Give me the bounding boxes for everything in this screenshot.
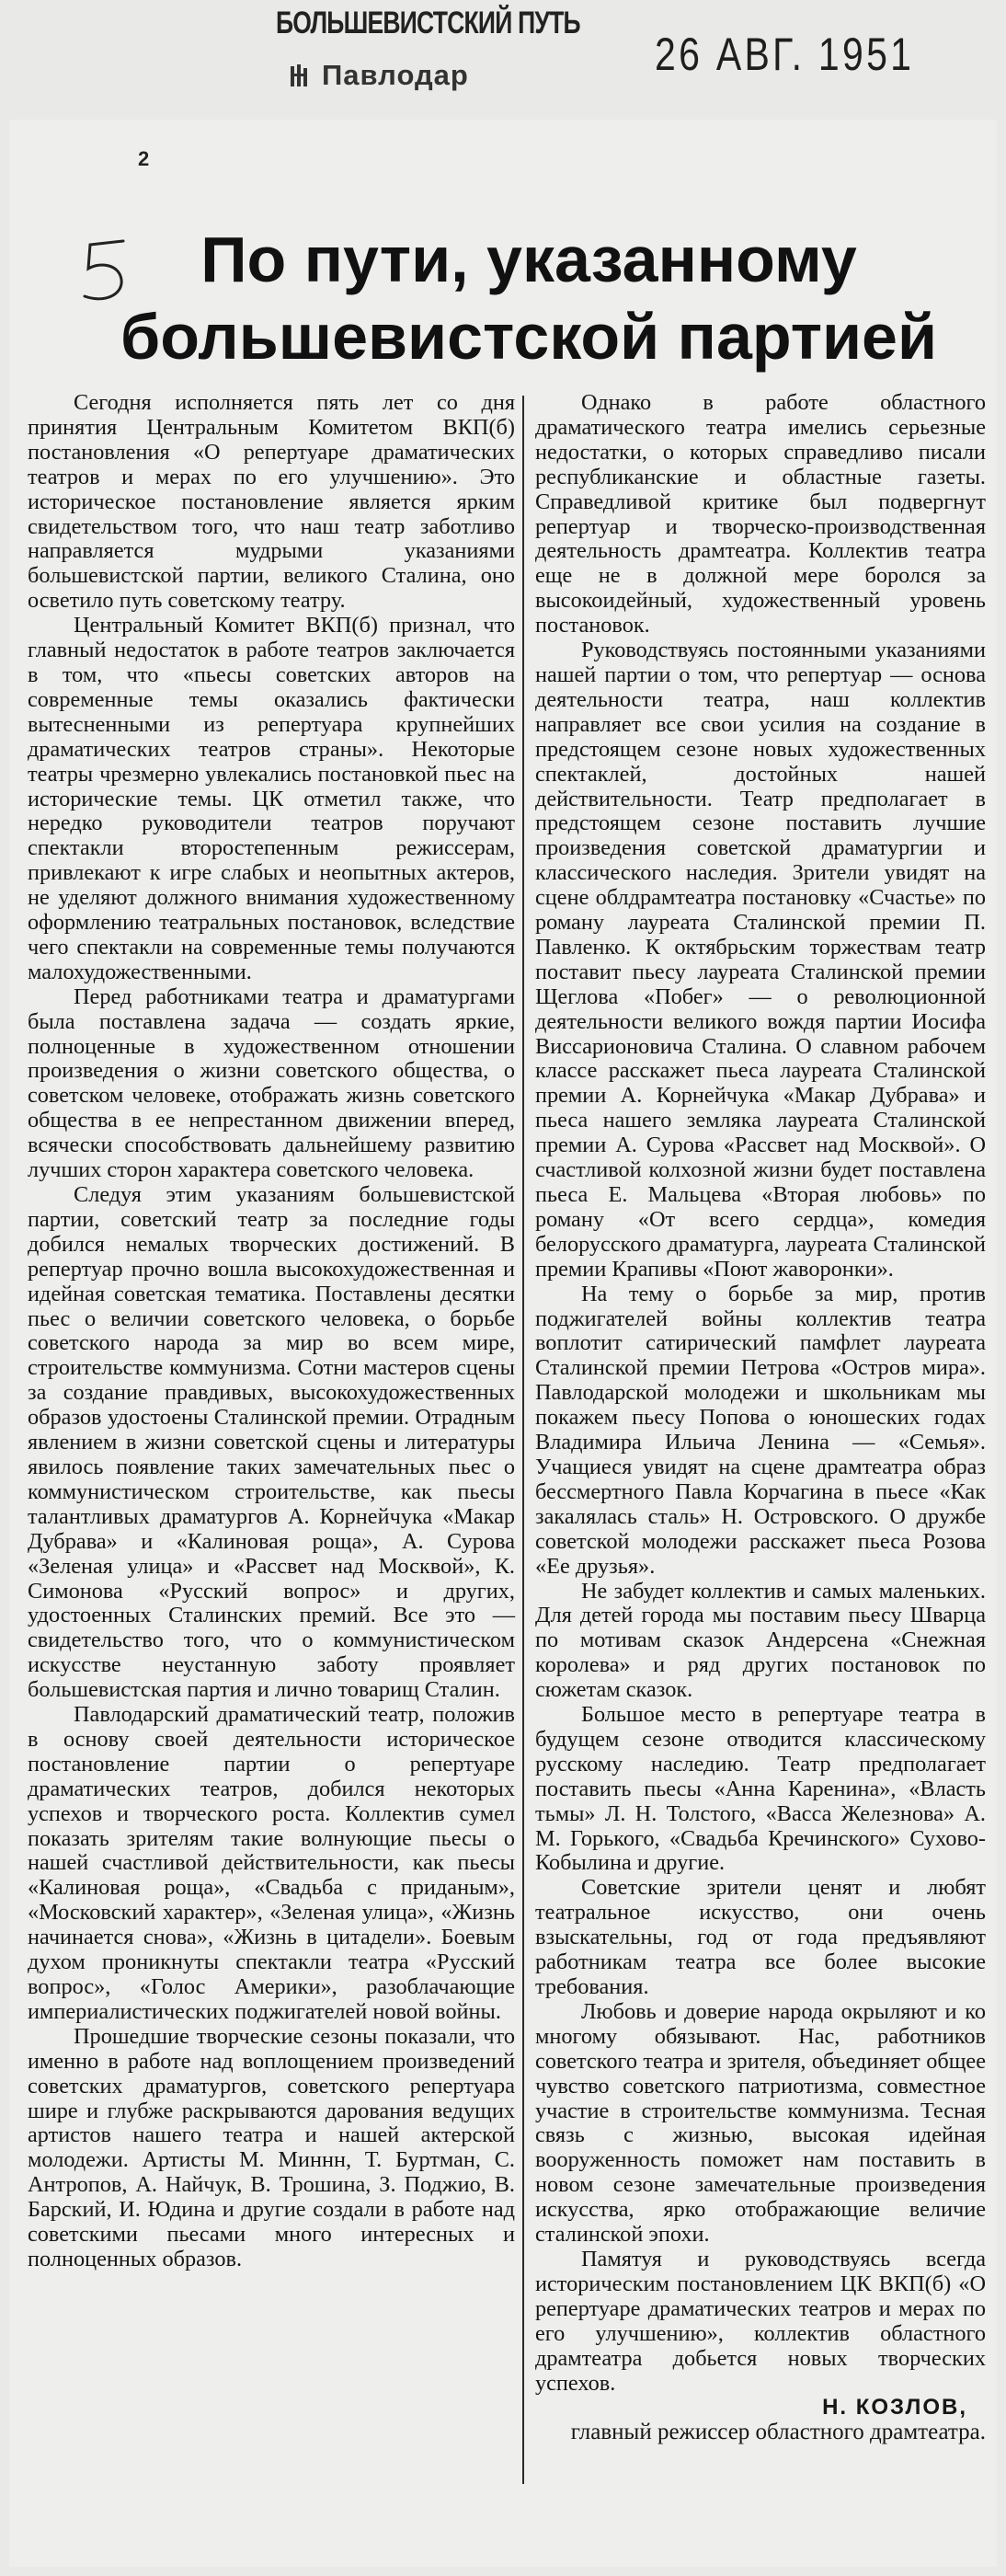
paragraph: Центральный Комитет ВКП(б) признал, что главный недостаток в работе театров заключается в том, что «пьесы советских авторов на современные темы оказались фактически вытесненными из репертуара крупнейших драматических театров страны». Некоторые театры чрезмерно увлекались постановкой пьес на исторические темы. ЦК отметил также, что нередко руководители театров поручают спектакли второстепенным режиссерам, привлекают к игре слабых и неопытных актеров, не уделяют должного внимания художественному оформлению театральных постановок, вследствие чего спектакли на современные темы получаются малохудожественными. xyxy=(28,613,515,984)
paragraph: Советские зрители ценят и любят театральное искусство, они очень взыскательны, год от года предъявляют работникам театра все более высокие требования. xyxy=(535,1875,986,1999)
headline-line-1: По пути, указанному xyxy=(200,224,857,295)
paragraph: Сегодня исполняется пять лет со дня принятия Центральным Комитетом ВКП(б) постановления «О репертуаре драматических театров и мерах по его улучшению». Это историческое постановление является ярким свидетельством того, что наш театр заботливо направляется мудрыми указаниями большевистской партии, великого Сталина, оно осветило путь советскому театру. xyxy=(28,390,515,614)
article-headline xyxy=(101,221,956,375)
paragraph: Руководствуясь постоянными указаниями нашей партии о том, что репертуар — основа деятельности театра, наш коллектив направляет все свои усилия на создание в предстоящем сезоне новых художественных спектаклей, достойных нашей действительности. Театр предполагает в предстоящем сезоне поставить лучшие произведения советской драматургии и классического наследия. Зрители увидят на сцене облдрамтеатра постановку «Счастье» по роману лауреата Сталинской премии П. Павленко. К октябрьским торжествам театр поставит пьесу лауреата Сталинской премии Щеглова «Побег» — о революционной деятельности великого вождя партии Иосифа Виссарионовича Сталина. О славном рабочем классе расскажет пьеса лауреата Сталинской премии А. Корнейчука «Макар Дубрава» и пьеса нашего земляка лауреата Сталинской премии А. Сурова «Рассвет над Москвой». О счастливой колхозной жизни будет поставлена пьеса Е. Мальцева «Вторая любовь» по роману «От всего сердца», комедия белорусского драматурга, лауреата Сталинской премии Крапивы «Поют жаворонки». xyxy=(535,638,986,1282)
paragraph: Не забудет коллектив и самых маленьких. Для детей города мы поставим пьесу Шварца по мотивам сказок Андерсена «Снежная королева» и ряд других постановок по сюжетам сказок. xyxy=(535,1578,986,1703)
author-name: Н. КОЗЛОВ, xyxy=(822,2395,967,2421)
order-emblem-icon xyxy=(289,63,309,88)
paragraph: Любовь и доверие народа окрыляют и ко многому обязывают. Нас, работников советского театра и зрителя, объединяет общее чувство советского патриотизма, совместное участие в строительстве коммунизма. Тесная связь с жизнью, высокая идейная вооруженность поможет нам поставить в новом сезоне замечательные произведения искусства, ярко отображающие величие сталинской эпохи. xyxy=(535,1998,986,2248)
paragraph: На тему о борьбе за мир, против поджигателей войны коллектив театра воплотит сатирический памфлет лауреата Сталинской премии Петрова «Остров мира». Павлодарской молодежи и школьникам мы покажем пьесу Попова о юношеских годах Владимира Ильича Ленина — «Семья». Учащиеся увидят на сцене драмтеатра образ бессмертного Павла Корчагина в пьесе «Как закалялась сталь» Н. Островского. О дружбе советской молодежи расскажет пьеса Розова «Ее друзья». xyxy=(535,1281,986,1579)
paragraph: Однако в работе областного драматического театра имелись серьезные недостатки, о которых справедливо писали республиканские и областные газеты. Справедливой критике был подвергнут репертуар и творческо-производственная деятельность драмтеатра. Коллектив театра еще не в должной мере боролся за высокоидейный, художественный уровень постановок. xyxy=(535,390,986,638)
newspaper-city: Павлодар xyxy=(322,59,469,91)
article-column-left xyxy=(28,391,515,2272)
headline-line-2: большевистской партией xyxy=(120,301,937,373)
article-column-right xyxy=(535,391,986,2445)
paragraph: Перед работниками театра и драматургами была поставлена задача — создать яркие, полноценные в художественном отношении произведения о жизни советского общества, о советском человеке, отображать жизнь советского общества в ее непрестанном движении вперед, всячески способствовать дальнейшему развитию лучших сторон характера советского человека. xyxy=(28,983,515,1183)
column-divider xyxy=(522,396,524,2484)
date-stamp: 26 АВГ. 1951 xyxy=(655,29,915,80)
paragraph: Памятуя и руководствуясь всегда историческим постановлением ЦК ВКП(б) «О репертуаре драматических театров и мерах по его улучшению», коллектив областного драмтеатра добьется новых творческих успехов. xyxy=(535,2246,986,2396)
paragraph: Большое место в репертуаре театра в будущем сезоне отводится классическому русскому наследию. Театр предполагает поставить пьесы «Анна Каренина», «Власть тьмы» Л. Н. Толстого, «Васса Железнова» А. М. Горького, «Свадьба Кречинского» Сухово-Кобылина и другие. xyxy=(535,1702,986,1876)
author-role: главный режиссер областного драмтеатра. xyxy=(570,2420,986,2445)
page-number: 2 xyxy=(138,147,150,170)
paragraph: Павлодарский драматический театр, положив в основу своей деятельности историческое постановление партии о репертуаре драматических театров, добился некоторых успехов и творческого роста. Коллектив сумел показать зрителям такие волнующие пьесы о нашей счастливой действительности, как пьесы «Калиновая роща», «Свадьба с приданым», «Московский характер», «Зеленая улица», «Жизнь начинается снова», «Жизнь в цитадели». Боевым духом проникнуты спектакли театра «Русский вопрос», «Голос Америки», разоблачающие империалистических поджигателей новой войны. xyxy=(28,1702,515,2024)
paragraph: Прошедшие творческие сезоны показали, что именно в работе над воплощением произведений советских драматургов, советского репертуара шире и глубже раскрываются дарования ведущих артистов нашего театра и нашей актерской молодежи. Артисты М. Миннн, Т. Буртман, С. Антропов, А. Найчук, В. Трошина, З. Поджио, В. Барский, И. Юдина и другие создали в работе над советскими пьесами много интересных и полноценных образов. xyxy=(28,2023,515,2271)
newspaper-name: БОЛЬШЕВИСТСКИЙ ПУТЬ xyxy=(276,6,580,40)
paragraph: Следуя этим указаниям большевистской партии, советский театр за последние годы добился немалых творческих достижений. В репертуар прочно вошла высокохудожественная и идейная советская тематика. Поставлены десятки пьес о величии советского человека, о борьбе советского народа за мир во всем мире, строительстве коммунизма. Сотни мастеров сцены за создание правдивых, высокохудожественных образов удостоены Сталинской премии. Отрадным явлением в жизни советской сцены и литературы явилось появление таких замечательных пьес о коммунистическом строительстве, как пьесы талантливых драматургов А. Корнейчука «Макар Дубрава» и «Калиновая роща», А. Сурова «Зеленая улица» и «Рассвет над Москвой», К. Симонова «Русский вопрос» и других, удостоенных Сталинских премий. Все это — свидетельство того, что о коммунистическом искусстве неустанную заботу проявляет большевистская партия и лично товарищ Сталин. xyxy=(28,1182,515,1703)
